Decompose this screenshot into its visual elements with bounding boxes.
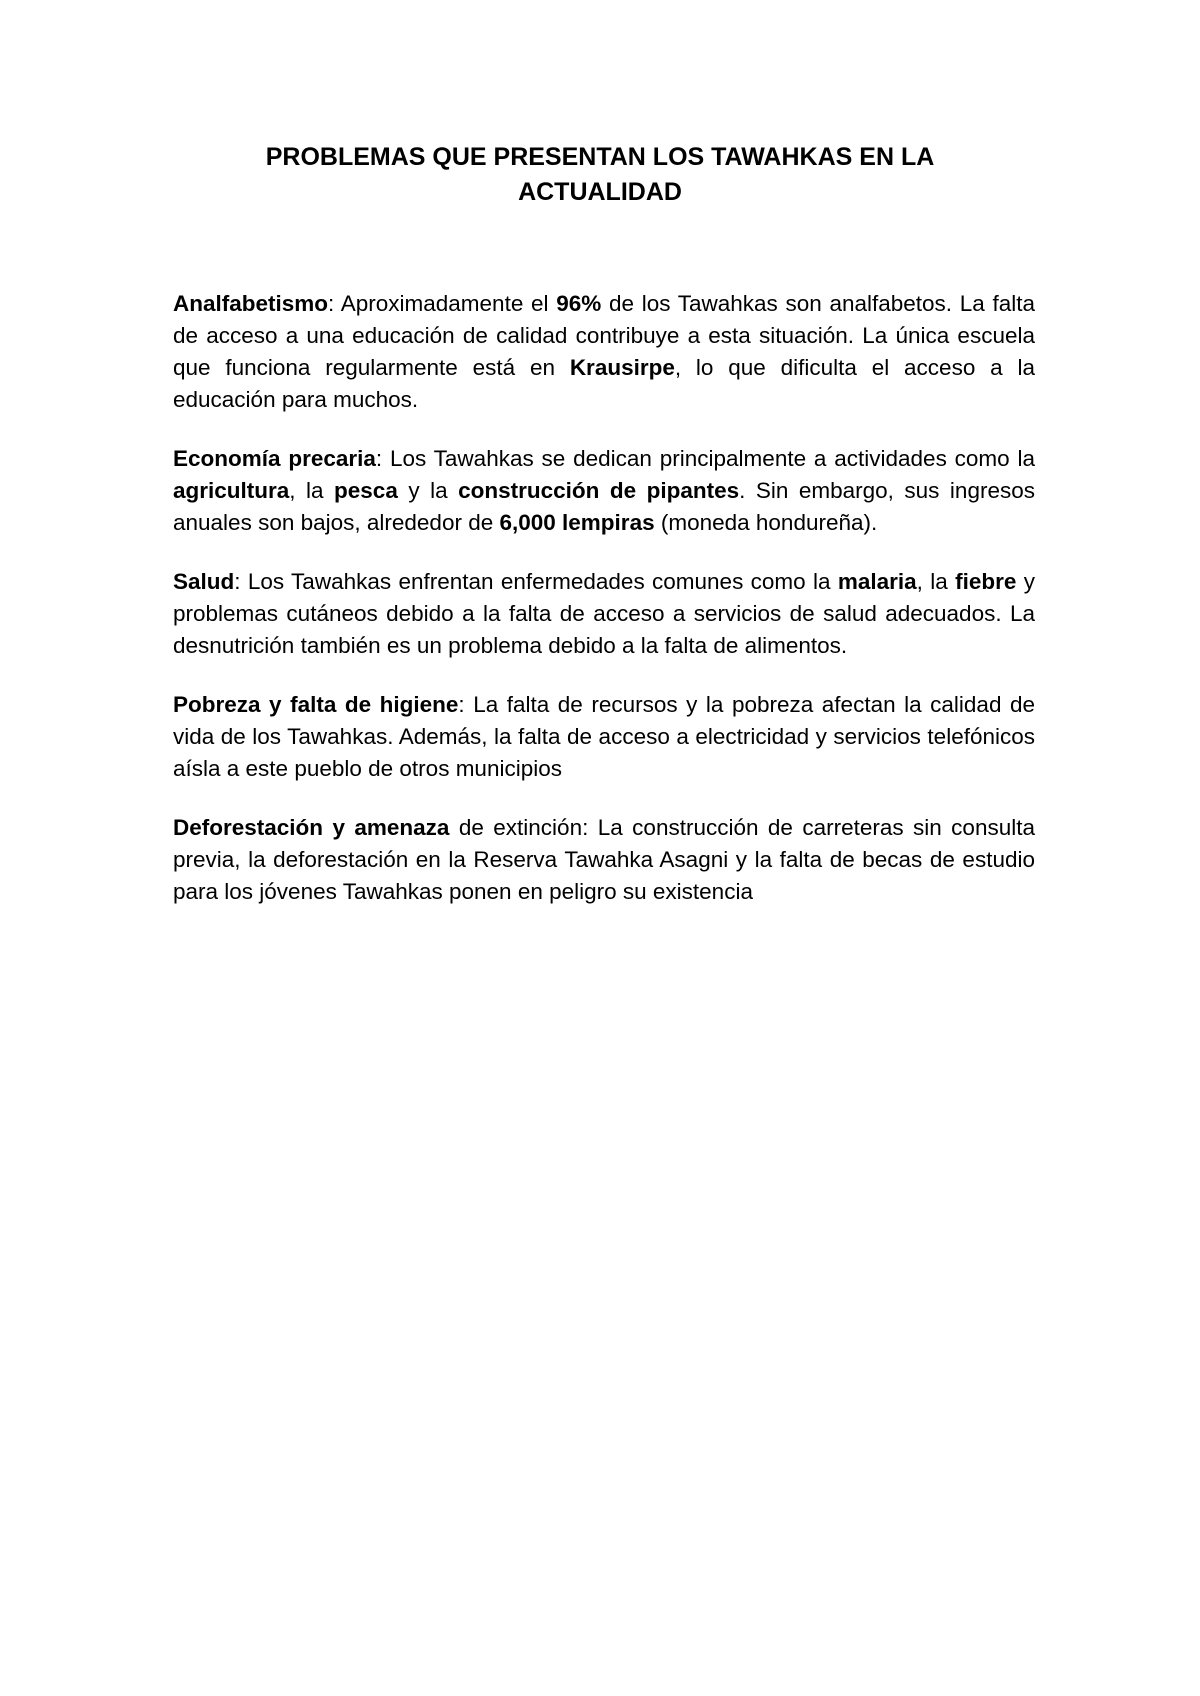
text-run: : Aproximadamente el bbox=[328, 291, 557, 316]
text-run: de extinción: La construcción de carreteras sin consulta previa, la deforestación en la Reserva Tawahka Asagni y la falta de becas de estudio para los jóvenes Tawahkas ponen en peligro su existencia bbox=[173, 815, 1035, 904]
section-heading: Analfabetismo bbox=[173, 291, 329, 316]
highlight-text: fiebre bbox=[955, 569, 1017, 594]
highlight-text: agricultura bbox=[173, 478, 290, 503]
text-run: , lo que dificulta el acceso a la educación para muchos. bbox=[173, 355, 1035, 412]
section-pobreza bbox=[173, 689, 1035, 785]
text-run: de los Tawahkas son analfabetos. La falta de acceso a una educación de calidad contribuye a esta situación. La única escuela que funciona regularmente está en bbox=[173, 291, 1035, 380]
highlight-text: Krausirpe bbox=[569, 355, 675, 380]
highlight-text: malaria bbox=[837, 569, 917, 594]
text-run: . Sin embargo, sus ingresos anuales son bajos, alrededor de bbox=[173, 478, 1035, 535]
section-heading: Pobreza y falta de higiene bbox=[173, 692, 459, 717]
section-analfabetismo bbox=[173, 288, 1035, 416]
section-economia-precaria bbox=[173, 443, 1035, 539]
text-run: : Los Tawahkas se dedican principalmente a actividades como la bbox=[375, 446, 1035, 471]
text-run: , la bbox=[916, 569, 956, 594]
highlight-text: construcción de pipantes bbox=[458, 478, 740, 503]
text-run: (moneda hondureña). bbox=[654, 510, 878, 535]
highlight-text: pesca bbox=[334, 478, 398, 503]
section-deforestacion bbox=[173, 812, 1035, 908]
text-run: y problemas cutáneos debido a la falta de acceso a servicios de salud adecuados. La desnutrición también es un problema debido a la falta de alimentos. bbox=[173, 569, 1035, 658]
text-run: : Los Tawahkas enfrentan enfermedades comunes como la bbox=[234, 569, 838, 594]
text-run: y la bbox=[397, 478, 459, 503]
highlight-text: 6,000 lempiras bbox=[499, 510, 655, 535]
section-heading: Deforestación y amenaza bbox=[173, 815, 450, 840]
section-heading: Salud bbox=[173, 569, 235, 594]
section-heading: Economía precaria bbox=[173, 446, 376, 471]
highlight-text: 96% bbox=[556, 291, 602, 316]
document-body bbox=[173, 288, 1035, 935]
text-run: : La falta de recursos y la pobreza afectan la calidad de vida de los Tawahkas. Además, la falta de acceso a electricidad y servicios telefónicos aísla a este pueblo de otros municipios bbox=[173, 692, 1036, 781]
text-run: , la bbox=[289, 478, 335, 503]
document-title: PROBLEMAS QUE PRESENTAN LOS TAWAHKAS EN LA ACTUALIDAD bbox=[265, 143, 935, 206]
section-salud bbox=[173, 566, 1035, 662]
